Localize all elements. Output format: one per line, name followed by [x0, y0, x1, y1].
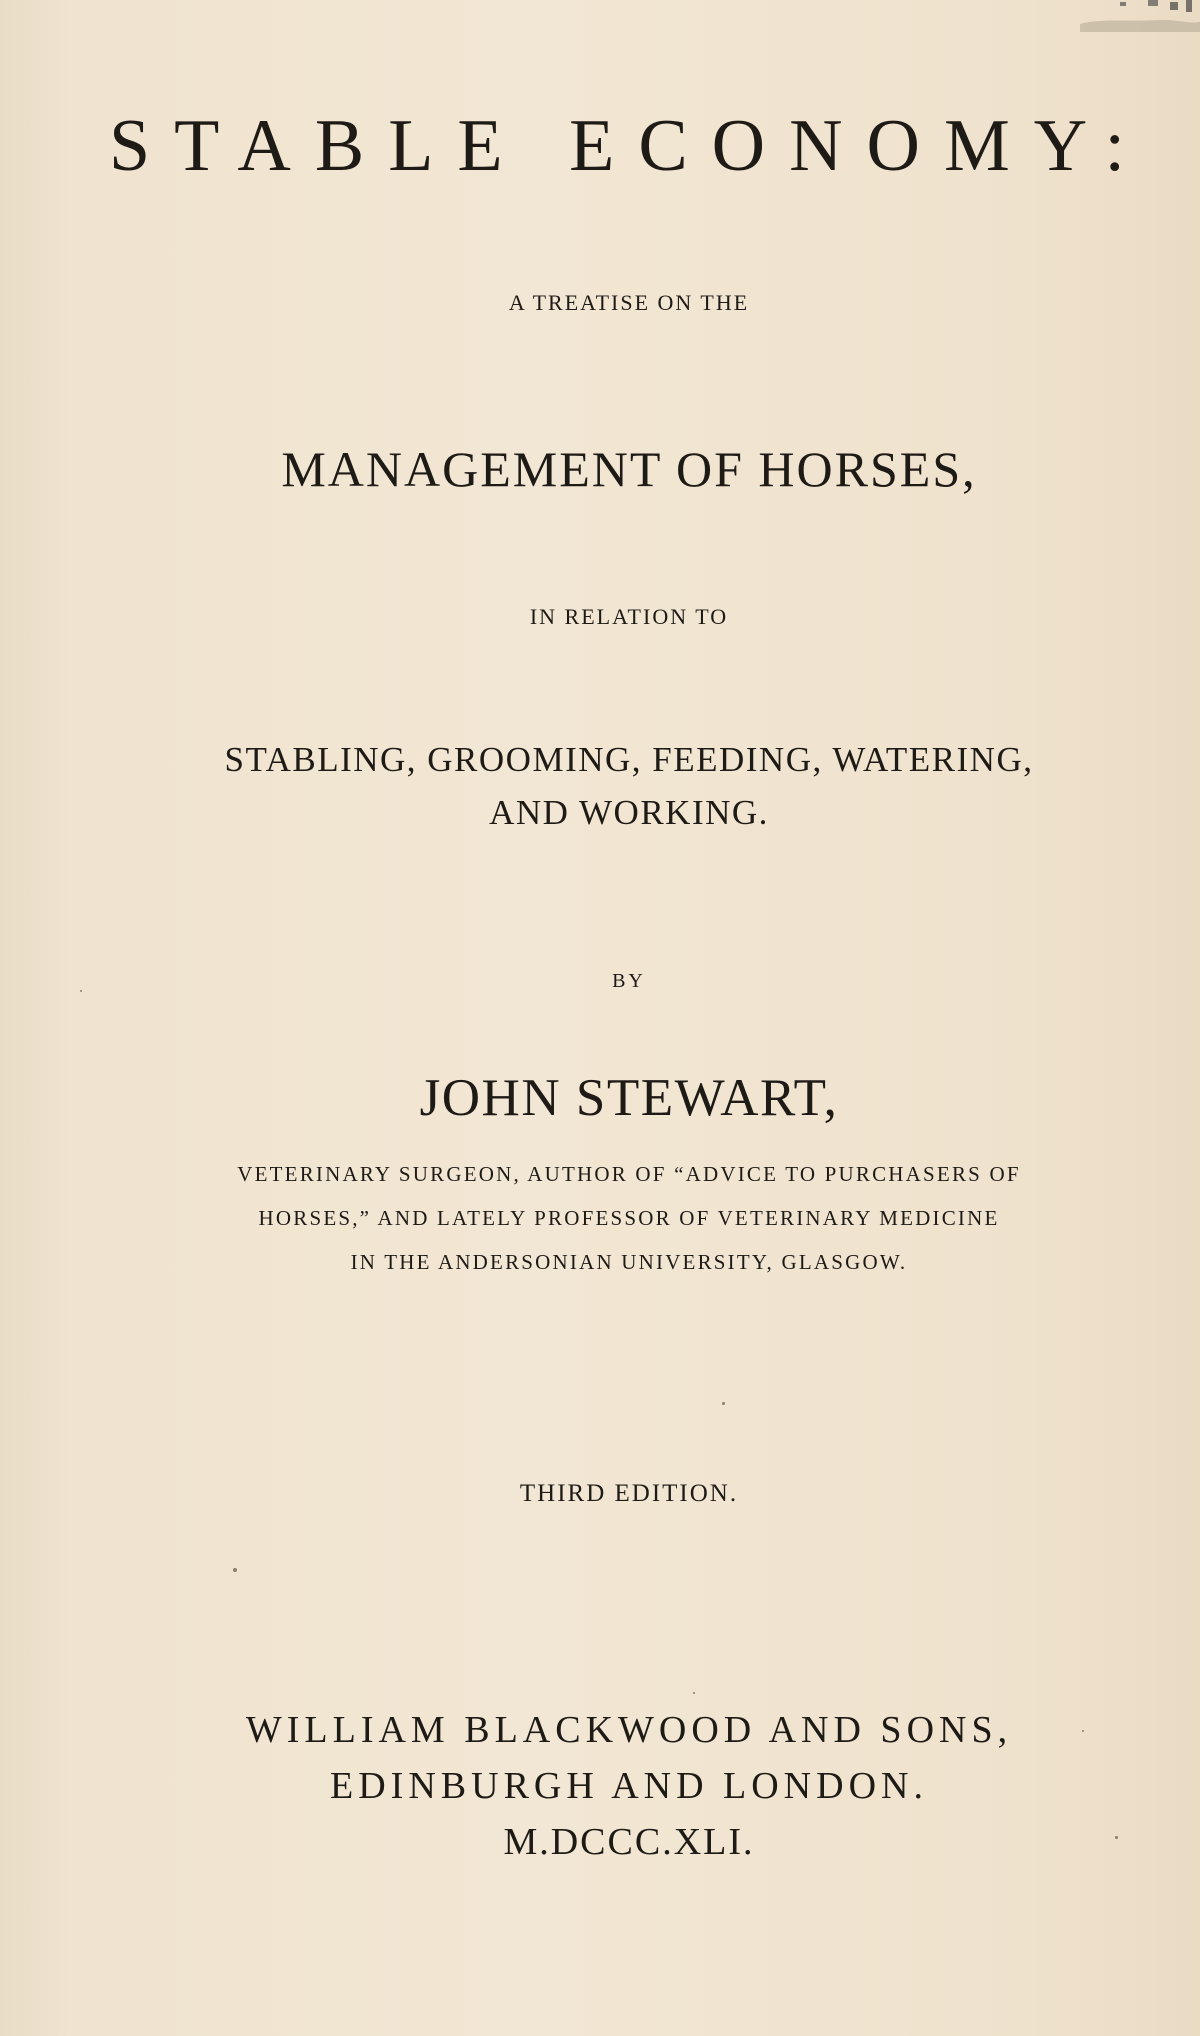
- relation-text: IN RELATION TO: [529, 604, 729, 629]
- corner-stain-mark: [1060, 0, 1200, 32]
- publisher-line-2: EDINBURGH AND LONDON.: [330, 1765, 928, 1807]
- edition-text: THIRD EDITION.: [519, 1480, 739, 1507]
- paper-speck: [693, 1692, 695, 1694]
- paper-speck: [233, 1568, 237, 1572]
- publication-year: M.DCCC.XLI.: [503, 1821, 755, 1863]
- book-subject: MANAGEMENT OF HORSES,: [281, 441, 977, 497]
- author-credentials-line-2: HORSES,” AND LATELY PROFESSOR OF VETERINARY MEDICINE: [258, 1206, 1000, 1230]
- paper-speck: [722, 1402, 725, 1405]
- author-credentials-line-1: VETERINARY SURGEON, AUTHOR OF “ADVICE TO PURCHASERS OF: [237, 1162, 1021, 1186]
- paper-speck: [1115, 1836, 1118, 1839]
- paper-speck: [1082, 1730, 1084, 1732]
- author-credentials-line-3: IN THE ANDERSONIAN UNIVERSITY, GLASGOW.: [350, 1250, 908, 1274]
- topics-line-2: AND WORKING.: [489, 793, 769, 832]
- publisher-line-1: WILLIAM BLACKWOOD AND SONS,: [245, 1709, 1013, 1751]
- by-text: BY: [612, 970, 646, 992]
- topics-line-1: STABLING, GROOMING, FEEDING, WATERING,: [224, 740, 1034, 779]
- author-name: JOHN STEWART,: [419, 1069, 839, 1127]
- book-title: STABLE ECONOMY:: [108, 105, 1150, 187]
- paper-speck: [80, 990, 82, 992]
- subtitle-intro: A TREATISE ON THE: [508, 290, 750, 315]
